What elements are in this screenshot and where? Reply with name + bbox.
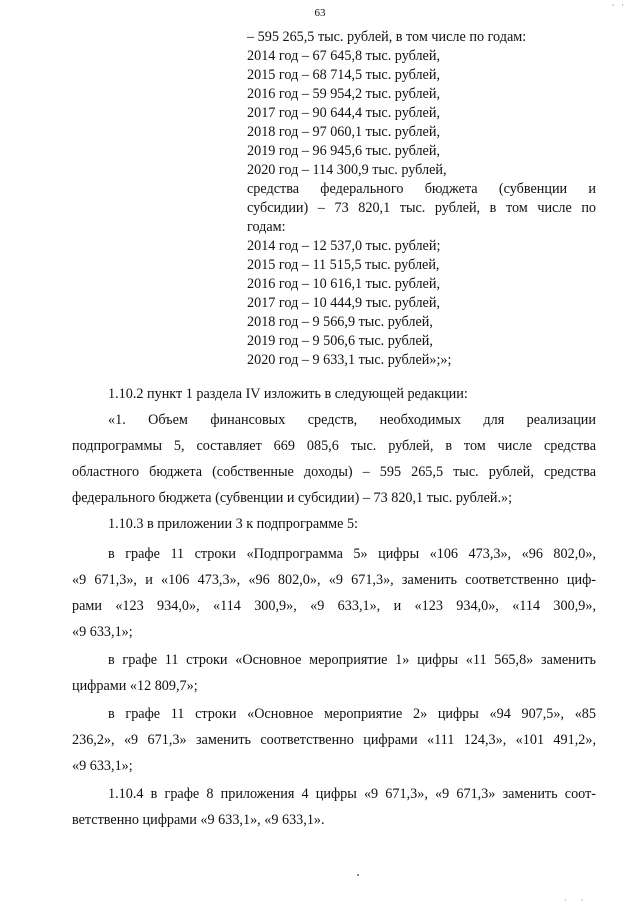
paragraph-line: ветственно цифрами «9 633,1», «9 633,1». (72, 812, 325, 828)
funding-year-line: 2017 год – 90 644,4 тыс. рублей, (247, 105, 440, 121)
federal-year-line: 2017 год – 10 444,9 тыс. рублей, (247, 295, 440, 311)
paragraph-line: областного бюджета (собственные доходы) – 595 265,5 тыс. рублей, средства (72, 464, 596, 480)
paragraph-line: в графе 11 строки «Основное мероприятие 2» цифры «94 907,5», «85 (108, 706, 596, 722)
item-1-10-2-text (72, 407, 596, 511)
paragraph-line: «9 633,1»; (72, 758, 133, 774)
item-1-10-3-paragraph-b (72, 647, 596, 699)
federal-year-line: 2015 год – 11 515,5 тыс. рублей, (247, 257, 440, 273)
corner-marks: · · (611, 0, 626, 10)
item-1-10-3-heading-paragraph (72, 511, 596, 537)
paragraph-line: в графе 11 строки «Подпрограмма 5» цифры «106 473,3», «96 802,0», (108, 546, 596, 562)
bottom-marks: · · (564, 896, 590, 905)
federal-year-line: 2020 год – 9 633,1 тыс. рублей»;»; (247, 352, 452, 368)
item-1-10-3-paragraph-c (72, 701, 596, 779)
item-1-10-3-heading: 1.10.3 в приложении 3 к подпрограмме 5: (108, 516, 358, 532)
funding-year-line: 2016 год – 59 954,2 тыс. рублей, (247, 86, 440, 102)
item-1-10-3-paragraph-a (72, 541, 596, 645)
paragraph-line: подпрограммы 5, составляет 669 085,6 тыс. рублей, в том числе средства (72, 438, 596, 454)
federal-year-line: 2019 год – 9 506,6 тыс. рублей, (247, 333, 433, 349)
paragraph-line: федерального бюджета (субвенции и субсидии) – 73 820,1 тыс. рублей.»; (72, 490, 513, 506)
federal-year-line: 2016 год – 10 616,1 тыс. рублей, (247, 276, 440, 292)
federal-budget-line: средства федерального бюджета (субвенции и (247, 181, 596, 197)
federal-budget-line: годам: (247, 219, 286, 235)
scan-speck (357, 874, 359, 876)
federal-year-line: 2018 год – 9 566,9 тыс. рублей, (247, 314, 433, 330)
funding-year-line: 2020 год – 114 300,9 тыс. рублей, (247, 162, 447, 178)
paragraph-line: «9 671,3», и «106 473,3», «96 802,0», «9 671,3», заменить соответственно циф- (72, 572, 596, 588)
paragraph-line: 236,2», «9 671,3» заменить соответственно цифрами «111 124,3», «101 491,2», (72, 732, 596, 748)
funding-total-line: – 595 265,5 тыс. рублей, в том числе по годам: (247, 29, 527, 45)
paragraph-line: «1. Объем финансовых средств, необходимых для реализации (108, 412, 596, 428)
page-number: 63 (314, 7, 326, 19)
funding-year-line: 2019 год – 96 945,6 тыс. рублей, (247, 143, 440, 159)
federal-year-line: 2014 год – 12 537,0 тыс. рублей; (247, 238, 441, 254)
paragraph-line: цифрами «12 809,7»; (72, 678, 198, 694)
funding-breakdown (247, 28, 596, 370)
paragraph-line: «9 633,1»; (72, 624, 133, 640)
item-1-10-2-heading: 1.10.2 пункт 1 раздела IV изложить в следующей редакции: (108, 386, 468, 402)
paragraph-line: в графе 11 строки «Основное мероприятие 1» цифры «11 565,8» заменить (108, 652, 596, 668)
funding-year-line: 2018 год – 97 060,1 тыс. рублей, (247, 124, 440, 140)
item-1-10-2-heading-paragraph (72, 381, 596, 407)
funding-year-line: 2015 год – 68 714,5 тыс. рублей, (247, 67, 440, 83)
paragraph-line: рами «123 934,0», «114 300,9», «9 633,1», и «123 934,0», «114 300,9», (72, 598, 596, 614)
funding-year-line: 2014 год – 67 645,8 тыс. рублей, (247, 48, 440, 64)
federal-budget-line: субсидии) – 73 820,1 тыс. рублей, в том числе по (247, 200, 596, 216)
paragraph-line: 1.10.4 в графе 8 приложения 4 цифры «9 671,3», «9 671,3» заменить соот- (108, 786, 596, 802)
item-1-10-4-paragraph (72, 781, 596, 833)
